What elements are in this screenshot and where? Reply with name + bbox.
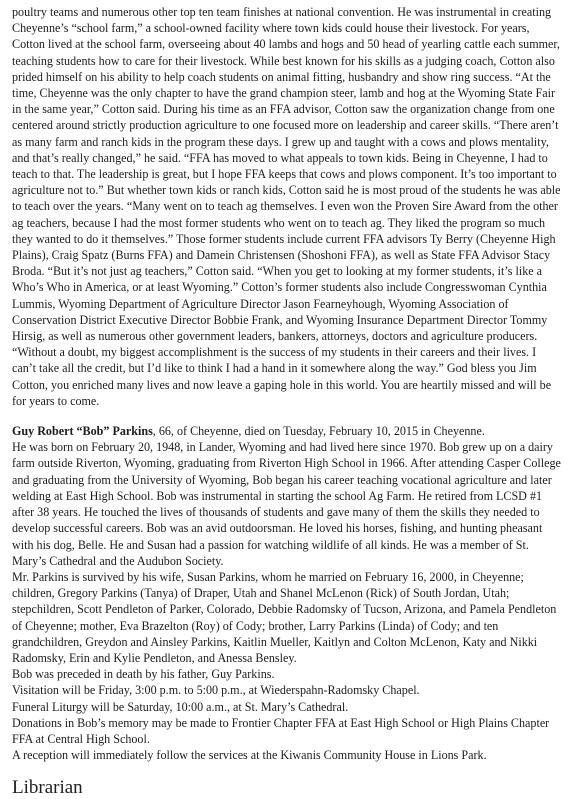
cotton-body-paragraph: poultry teams and numerous other top ten team finishes at national convention. He was instrumental in creating Cheyenne’s “school farm,” a school-owned facility where town kids could house their livestock. For years, Cotton lived at the school farm, overseeing about 40 lambs and hogs and 50 head of yearling cattle each summer, teaching students how to care for their livestock. While best known for his skills as a judging coach, Cotton also prided himself on his ability to help coach students on animal fitting, husbandry and show ring success. “At the time, Cheyenne was the only chapter to have the grand champion steer, lamb and hog at the Wyoming State Fair in the same year,” Cotton said. During his time as an FFA advisor, Cotton saw the organization change from one centered around strictly production agriculture to one focused more on leadership and career skills. “There aren’t as many farm and ranch kids in the program these days. I grew up and taught with a cows and plows mentality, and that’s really changed,” he said. “FFA has moved to what appeals to town kids. Being in Cheyenne, I had to teach to that. The leadership is great, but I hope FFA keeps that cows and plows component. It’s too important to agriculture not to.” But whether town kids or ranch kids, Cotton said he is most proud of the students he was able to teach over the years. “Many went on to teach ag themselves. I even won the Proven Sire Award from the other ag teachers, because I had the most former students who went on to teach ag. They liked the program so much they wanted to do it themselves.” Those former students include current FFA advisors Ty Berry (Cheyenne High Plains), Craig Spatz (Burns FFA) and Damein Christensen (Shoshoni FFA), as well as State FFA Advisor Stacy Broda. “But it’s not just ag teachers,” Cotton said. “When you get to looking at my former students, it’s like a Who’s Who in America, or at least Wyoming.” Cotton’s former students also include Congresswoman Cynthia Lummis, Wyoming Department of Agriculture Director Jason Fearneyhough, Wyoming Association of Conservation District Executive Director Bobbie Frank, and Wyoming Insurance Department Director Tommy Hirsig, as well as numerous other government leaders, bankers, attorneys, doctors and agriculture producers. [12, 5, 561, 344]
parkins-obituary [12, 423, 562, 763]
parkins-preceded-paragraph: Bob was preceded in death by his father, Guy Parkins. [12, 667, 275, 682]
parkins-visitation-paragraph: Visitation will be Friday, 3:00 p.m. to 5:00 p.m., at Wiederspahn-Radomsky Chapel. [12, 683, 420, 698]
parkins-donations-paragraph: Donations in Bob’s memory may be made to Frontier Chapter FFA at East High School or High Plains Chapter FFA at Central High School. [12, 715, 550, 746]
parkins-biography-paragraph: He was born on February 20, 1948, in Lander, Wyoming and had lived here since 1970. Bob grew up on a dairy farm outside Riverton, Wyoming, graduating from Riverton High School in 1966. After attending Casper College and graduating from the University of Wyoming, Bob began his career teaching vocational agriculture and later welding at East High School. Bob was instrumental in starting the school Ag Farm. He retired from LCSD #1 after 38 years. He touched the lives of thousands of students and gave many of them the skills they needed to develop successful careers. Bob was an avid outdoorsman. He loved his horses, fishing, and hunting pheasant with his dog, Belle. He and Susan had a passion for watching wildlife of all kinds. He was a member of St. Mary’s Cathedral and the Audubon Society. [12, 440, 561, 568]
article-gap [12, 409, 562, 423]
cotton-closing-paragraph: “Without a doubt, my biggest accomplishment is the success of my students in their careers and their lives. I can’t take all the credit, but I’d like to think I had a hand in it somewhere along the way.” God bless you Jim Cotton, you enriched many lives and now leave a gaping hole in this world. You are heartily missed and will be for years to come. [12, 345, 552, 408]
deceased-name: Guy Robert “Bob” Parkins [12, 424, 153, 439]
section-heading-librarian: Librarian [12, 777, 83, 799]
cotton-article [12, 4, 562, 409]
parkins-intro-paragraph [12, 423, 562, 439]
parkins-intro-text: , 66, of Cheyenne, died on Tuesday, February 10, 2015 in Cheyenne. [152, 424, 485, 439]
parkins-reception-paragraph: A reception will immediately follow the services at the Kiwanis Community House in Lions Park. [12, 748, 487, 763]
parkins-funeral-paragraph: Funeral Liturgy will be Saturday, 10:00 a.m., at St. Mary’s Cathedral. [12, 699, 349, 714]
parkins-survivors-paragraph: Mr. Parkins is survived by his wife, Susan Parkins, whom he married on February 16, 2000, in Cheyenne; children, Gregory Parkins (Tanya) of Draper, Utah and Shanel McLenon (Rick) of South Jordan, Utah; stepchildren, Scott Pendleton of Parker, Colorado, Debbie Radomsky of Tucson, Arizona, and Pamela Pendleton of Cheyenne; mother, Eva Brazelton (Roy) of Cody; brother, Larry Parkins (Linda) of Cody; and ten grandchildren, Greydon and Ainsley Parkins, Kaitlin Mueller, Kaitlyn and Colton McLenon, Katy and Nikki Radomsky, Erin and Kylie Pendleton, and Anessa Bensley. [12, 569, 557, 665]
